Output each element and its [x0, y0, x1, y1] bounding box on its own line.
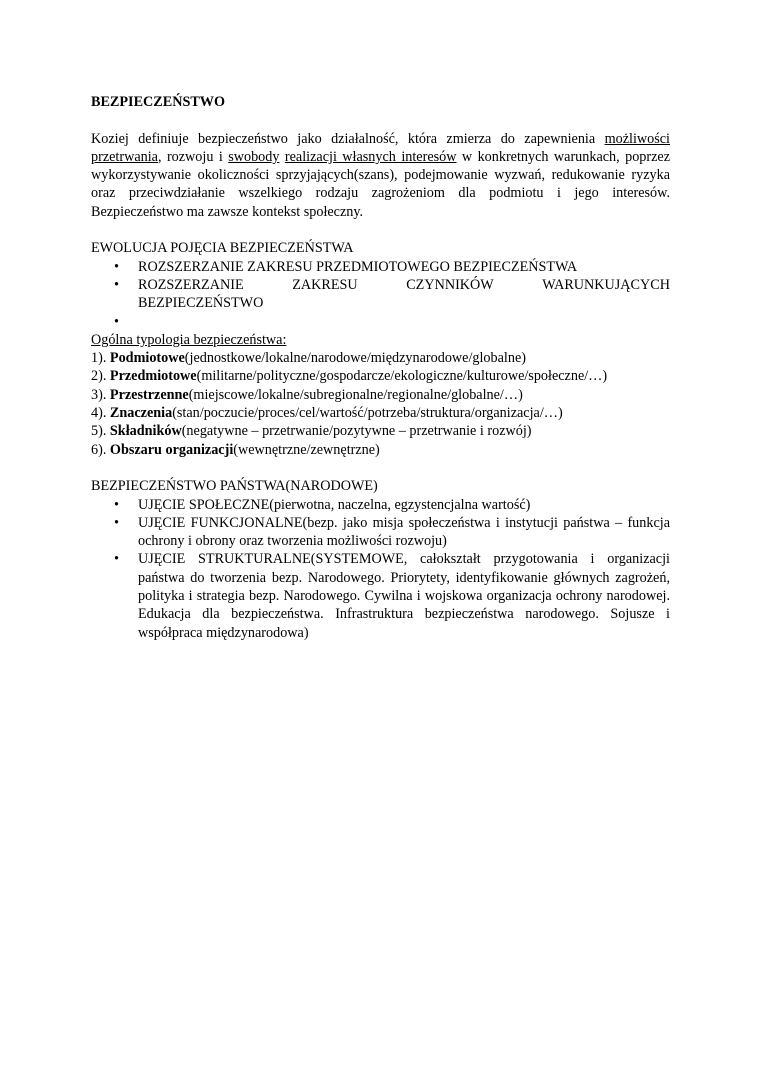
bullet-icon: •	[114, 496, 119, 513]
typology-desc: (stan/poczucie/proces/cel/wartość/potrzeba/struktura/organizacja/…)	[172, 405, 563, 422]
bullet-icon: •	[114, 258, 119, 275]
typology-item	[91, 441, 670, 459]
typology-item	[91, 422, 670, 440]
spacer	[91, 459, 670, 477]
typology-term: Składników	[109, 423, 182, 440]
spacer	[91, 111, 670, 129]
list-item-empty	[91, 313, 670, 331]
typology-number: 5).	[91, 423, 110, 440]
bullet-icon: •	[114, 313, 119, 330]
list-item-line	[138, 276, 670, 294]
typology-number: 4).	[91, 405, 110, 422]
typology-number: 3).	[91, 386, 110, 403]
bullet-icon: •	[114, 276, 119, 293]
list-item	[91, 550, 670, 641]
bullet-icon: •	[114, 551, 119, 568]
list-item-word: ZAKRESU	[292, 276, 358, 293]
list-item-word: ROZSZERZANIE	[138, 276, 244, 293]
typology-desc: (wewnętrzne/zewnętrzne)	[233, 441, 380, 458]
list-item	[91, 514, 670, 551]
list-item	[91, 276, 670, 313]
typology-desc: (militarne/polityczne/gospodarcze/ekologiczne/kulturowe/społeczne/…)	[196, 368, 608, 385]
document-page	[91, 93, 670, 642]
definition-text-2: , rozwoju i	[157, 148, 229, 165]
typology-term: Podmiotowe	[109, 350, 185, 367]
list-item-text: UJĘCIE STRUKTURALNE(SYSTEMOWE, całokształt przygotowania i organizacji państwa do tworzenia bezp. Narodowego. Priorytety, identyfikowanie głównych zagrożeń, polityka i strategia bezp. Narodowego. Cywilna i wojskowa organizacja ochrony narodowej. Edukacja dla bezpieczeństwa. Infrastruktura bezpieczeństwa narodowego. Sojusze i współpraca międzynarodowa)	[138, 551, 670, 641]
state-security-list	[91, 496, 670, 642]
list-item-text: ROZSZERZANIE ZAKRESU PRZEDMIOTOWEGO BEZPIECZEŃSTWA	[138, 258, 578, 275]
typology-term: Znaczenia	[109, 405, 173, 422]
typology-number: 2).	[91, 368, 110, 385]
definition-paragraph	[91, 130, 670, 221]
typology-desc: (negatywne – przetrwanie/pozytywne – przetrwanie i rozwój)	[181, 423, 532, 440]
list-item-word: WARUNKUJĄCYCH	[542, 276, 670, 293]
spacer	[91, 221, 670, 239]
list-item-text: UJĘCIE SPOŁECZNE(pierwotna, naczelna, egzystencjalna wartość)	[138, 496, 531, 513]
typology-item	[91, 404, 670, 422]
state-security-heading: BEZPIECZEŃSTWO PAŃSTWA(NARODOWE)	[91, 478, 378, 495]
list-item-line: BEZPIECZEŃSTWO	[138, 295, 264, 312]
definition-underline-3: realizacji własnych interesów	[284, 148, 457, 165]
definition-text-1: Koziej definiuje bezpieczeństwo jako działalność, która zmierza do zapewnienia	[91, 130, 605, 147]
typology-term: Przestrzenne	[109, 386, 189, 403]
typology-desc: (jednostkowe/lokalne/narodowe/międzynarodowe/globalne)	[184, 350, 526, 367]
document-title: BEZPIECZEŃSTWO	[91, 94, 226, 110]
typology-term: Przedmiotowe	[109, 368, 197, 385]
list-item-text: UJĘCIE FUNKCJONALNE(bezp. jako misja społeczeństwa i instytucji państwa – funkcja ochrony i obrony oraz tworzenia możliwości rozwoju)	[138, 514, 670, 550]
evolution-list	[91, 258, 670, 331]
typology-item	[91, 386, 670, 404]
list-item	[91, 258, 670, 276]
typology-desc: (miejscowe/lokalne/subregionalne/regionalne/globalne/…)	[188, 386, 523, 403]
typology-item	[91, 367, 670, 385]
evolution-heading: EWOLUCJA POJĘCIA BEZPIECZEŃSTWA	[91, 240, 354, 257]
typology-list	[91, 349, 670, 459]
typology-number: 6).	[91, 441, 110, 458]
list-item-word: CZYNNIKÓW	[406, 276, 494, 293]
typology-item	[91, 349, 670, 367]
list-item	[91, 496, 670, 514]
definition-underline-2: swobody	[228, 148, 280, 165]
typology-number: 1).	[91, 350, 110, 367]
definition-underline-1: możliwości przetrwania	[91, 130, 670, 165]
typology-heading	[91, 331, 670, 349]
typology-heading-text: Ogólna typologia bezpieczeństwa:	[91, 331, 287, 348]
definition-text-4: w konkretnych warunkach, poprzez wykorzystywanie okoliczności sprzyjających(szans), podejmowanie wyzwań, redukowanie ryzyka oraz przeciwdziałanie wszelkiego rodzaju zagrożeniom dla podmiotu i jego interesów. Bezpieczeństwo ma zawsze kontekst społeczny.	[91, 148, 671, 220]
bullet-icon: •	[114, 514, 119, 531]
typology-term: Obszaru organizacji	[109, 441, 234, 458]
